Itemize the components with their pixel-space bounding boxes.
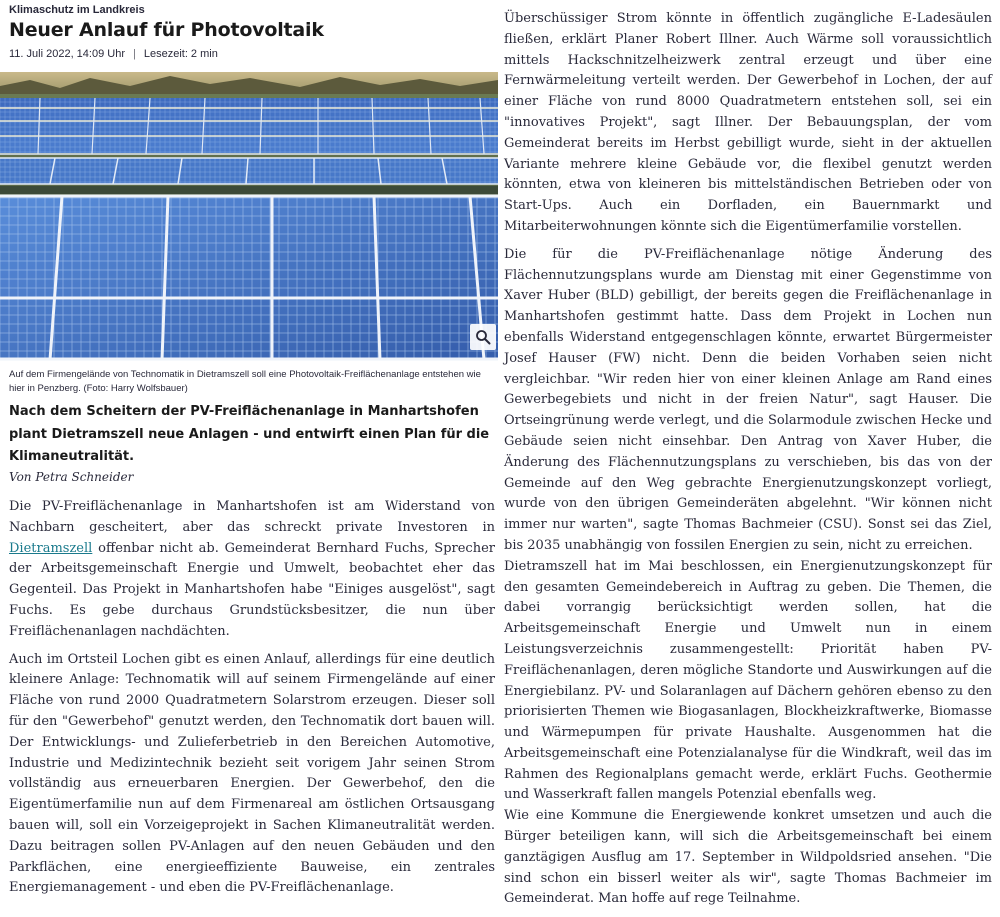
- paragraph-4: Die für die PV-Freiflächenanlage nötige Änderung des Flächennutzungsplans wurde am Dienstag mit einer Gegenstimme von Xaver Huber (BLD) gebilligt, der bereits gegen die Freiflächenanlage in Manhartshofen gestimmt hatte. Dass dem Projekt in Lochen nun ebenfalls Widerstand entgegenschlagen könnte, erwartet Bürgermeister Josef Hauser (FW) nicht. Denn die beiden Vorhaben seien nicht vergleichbar. "Wir reden hier von einer kleinen Anlage am Rand eines Gewerbegebiets und nicht in der freien Natur", sagt Hauser. Die Ortseingrünung werde verlegt, und die Solarmodule zwischen Hecke und Gebäude seien nicht einsehbar. Den Antrag von Xaver Huber, die Änderung des Flächennutzungsplans zu verschieben, bis das von der Gemeinde auf den Weg gebrachte Energienutzungskonzept vorliegt, wurde von den übrigen Gemeinderäten abgelehnt. "Wir können nicht immer nur warten", sagte Thomas Bachmeier (CSU). Sonst sei das Ziel, bis 2035 unabhängig von fossilen Energien zu sein, nicht zu erreichen.: [504, 246, 992, 553]
- dietramszell-link[interactable]: Dietramszell: [9, 540, 93, 556]
- article-author: Von Petra Schneider: [9, 470, 134, 484]
- article-meta: [9, 48, 218, 60]
- magnifier-icon: [475, 329, 491, 345]
- article-kicker: Klimaschutz im Landkreis: [9, 4, 145, 16]
- paragraph-3: Überschüssiger Strom könnte in öffentlich zugängliche E-Ladesäulen fließen, erklärt Planer Robert Illner. Auch Wärme soll voraussichtlich mittels Hackschnitzelheizwerk zentral erzeugt und über eine Fernwärmeleitung verteilt werden. Der Gewerbehof in Lochen, der auf einer Fläche von rund 8000 Quadratmetern entstehen soll, sei ein "innovatives Projekt", sagt Illner. Der Bebauungsplan, der vom Gemeinderat bereits im Herbst gebilligt wurde, sieht in der aktuellen Variante mehrere kleine Gebäude vor, die flexibel genutzt werden könnten, etwa von kleineren bis mittelständischen Betrieben oder von Start-Ups. Auch ein Dorfladen, ein Bauernmarkt und Mitarbeiterwohnungen könnte sich die Eigentümerfamilie vorstellen.: [504, 11, 992, 234]
- paragraph-2: Auch im Ortsteil Lochen gibt es einen Anlauf, allerdings für eine deutlich kleinere Anlage: Technomatik will auf seinem Firmengelände auf einer Fläche von rund 2000 Quadratmetern Solarstrom erzeugen. Dieser soll für den "Gewerbehof" genutzt werden, den Technomatik dort bauen will. Der Entwicklungs- und Zulieferbetrieb in den Bereichen Automotive, Industrie und Medizintechnik bezieht seit vorigem Jahr seinen Strom vollständig aus erneuerbaren Energien. Der Gewerbehof, den die Eigentümerfamilie nun auf dem Firmenareal am östlichen Ortsausgang bauen will, soll ein Vorzeigeprojekt in Sachen Klimaneutralität werden. Dazu beitragen sollen PV-Anlagen auf den neuen Gebäuden und den Parkflächen, eine energieeffiziente Bauweise, ein zentrales Energiemanagement - und eben die PV-Freiflächenanlage.: [9, 651, 495, 896]
- article-body-left: [9, 497, 495, 906]
- publish-date: 11. Juli 2022, 14:09 Uhr: [9, 48, 125, 60]
- paragraph-1-text-end: offenbar nicht ab. Gemeinderat Bernhard Fuchs, Sprecher der Arbeitsgemeinschaft Energie und Umwelt, beobachtet eher das Gegenteil. Das Projekt in Manhartshofen habe "Einiges ausgelöst", sagt Fuchs. Es gebe durchaus Grundstücksbesitzer, die nun über Freiflächenanlagen nachdächten.: [9, 540, 495, 639]
- paragraph-1-text-start: Die PV-Freiflächenanlage in Manhartshofen ist am Widerstand von Nachbarn gescheitert, aber das schreckt private Investoren in: [9, 499, 495, 535]
- paragraph-5: Dietramszell hat im Mai beschlossen, ein Energienutzungskonzept für den gesamten Gemeindebereich in Auftrag zu geben. Die Themen, die dabei vorrangig berücksichtigt werden sollen, hat die Arbeitsgemeinschaft Energie und Umwelt nun in einem Leistungsverzeichnis zusammengestellt: Priorität haben PV-Freiflächenanlagen, deren mögliche Standorte und Auswirkungen auf die Energiebilanz. PV- und Solaranlagen auf Dächern gehören ebenso zu den priorisierten Themen wie Biogasanlagen, Blockheizkraftwerke, Biomasse und Wärmepumpen für private Haushalte. Ausgenommen hat die Arbeitsgemeinschaft eine Potenzialanalyse für die Windkraft, weil das im Rahmen des Regionalplans gemacht werde, erklärt Fuchs. Geothermie und Wasserkraft fallen mangels Potenzial ebenfalls weg.: [504, 558, 992, 803]
- left-column: [0, 0, 498, 898]
- reading-time: Lesezeit: 2 min: [143, 48, 218, 60]
- paragraph-6: Wie eine Kommune die Energiewende konkret umsetzen und auch die Bürger beteiligen kann, will sich die Arbeitsgemeinschaft bei einem ganztägigen Ausflug am 17. September in Wildpoldsried ansehen. "Die sind schon ein bisserl weiter als wir", sagte Thomas Bachmeier im Gemeinderat. Man hoffe auf rege Teilnahme.: [504, 808, 992, 907]
- article-headline: Neuer Anlauf für Photovoltaik: [9, 19, 324, 41]
- hero-image[interactable]: [0, 72, 498, 360]
- image-caption: Auf dem Firmengelände von Technomatik in Dietramszell soll eine Photovoltaik-Freiflächenanlage entstehen wie hier in Penzberg. (Foto: Harry Wolfsbauer): [9, 369, 481, 394]
- article-teaser: Nach dem Scheitern der PV-Freiflächenanlage in Manhartshofen plant Dietramszell neue Anlagen - und entwirft einen Plan für die Klimaneutralität.: [9, 404, 490, 464]
- paragraph-1: [9, 497, 495, 643]
- zoom-button[interactable]: [470, 324, 496, 350]
- right-column: [504, 0, 1000, 907]
- solar-panels-photo: [0, 72, 498, 360]
- meta-separator: |: [132, 48, 136, 60]
- article-body-right: [504, 9, 992, 917]
